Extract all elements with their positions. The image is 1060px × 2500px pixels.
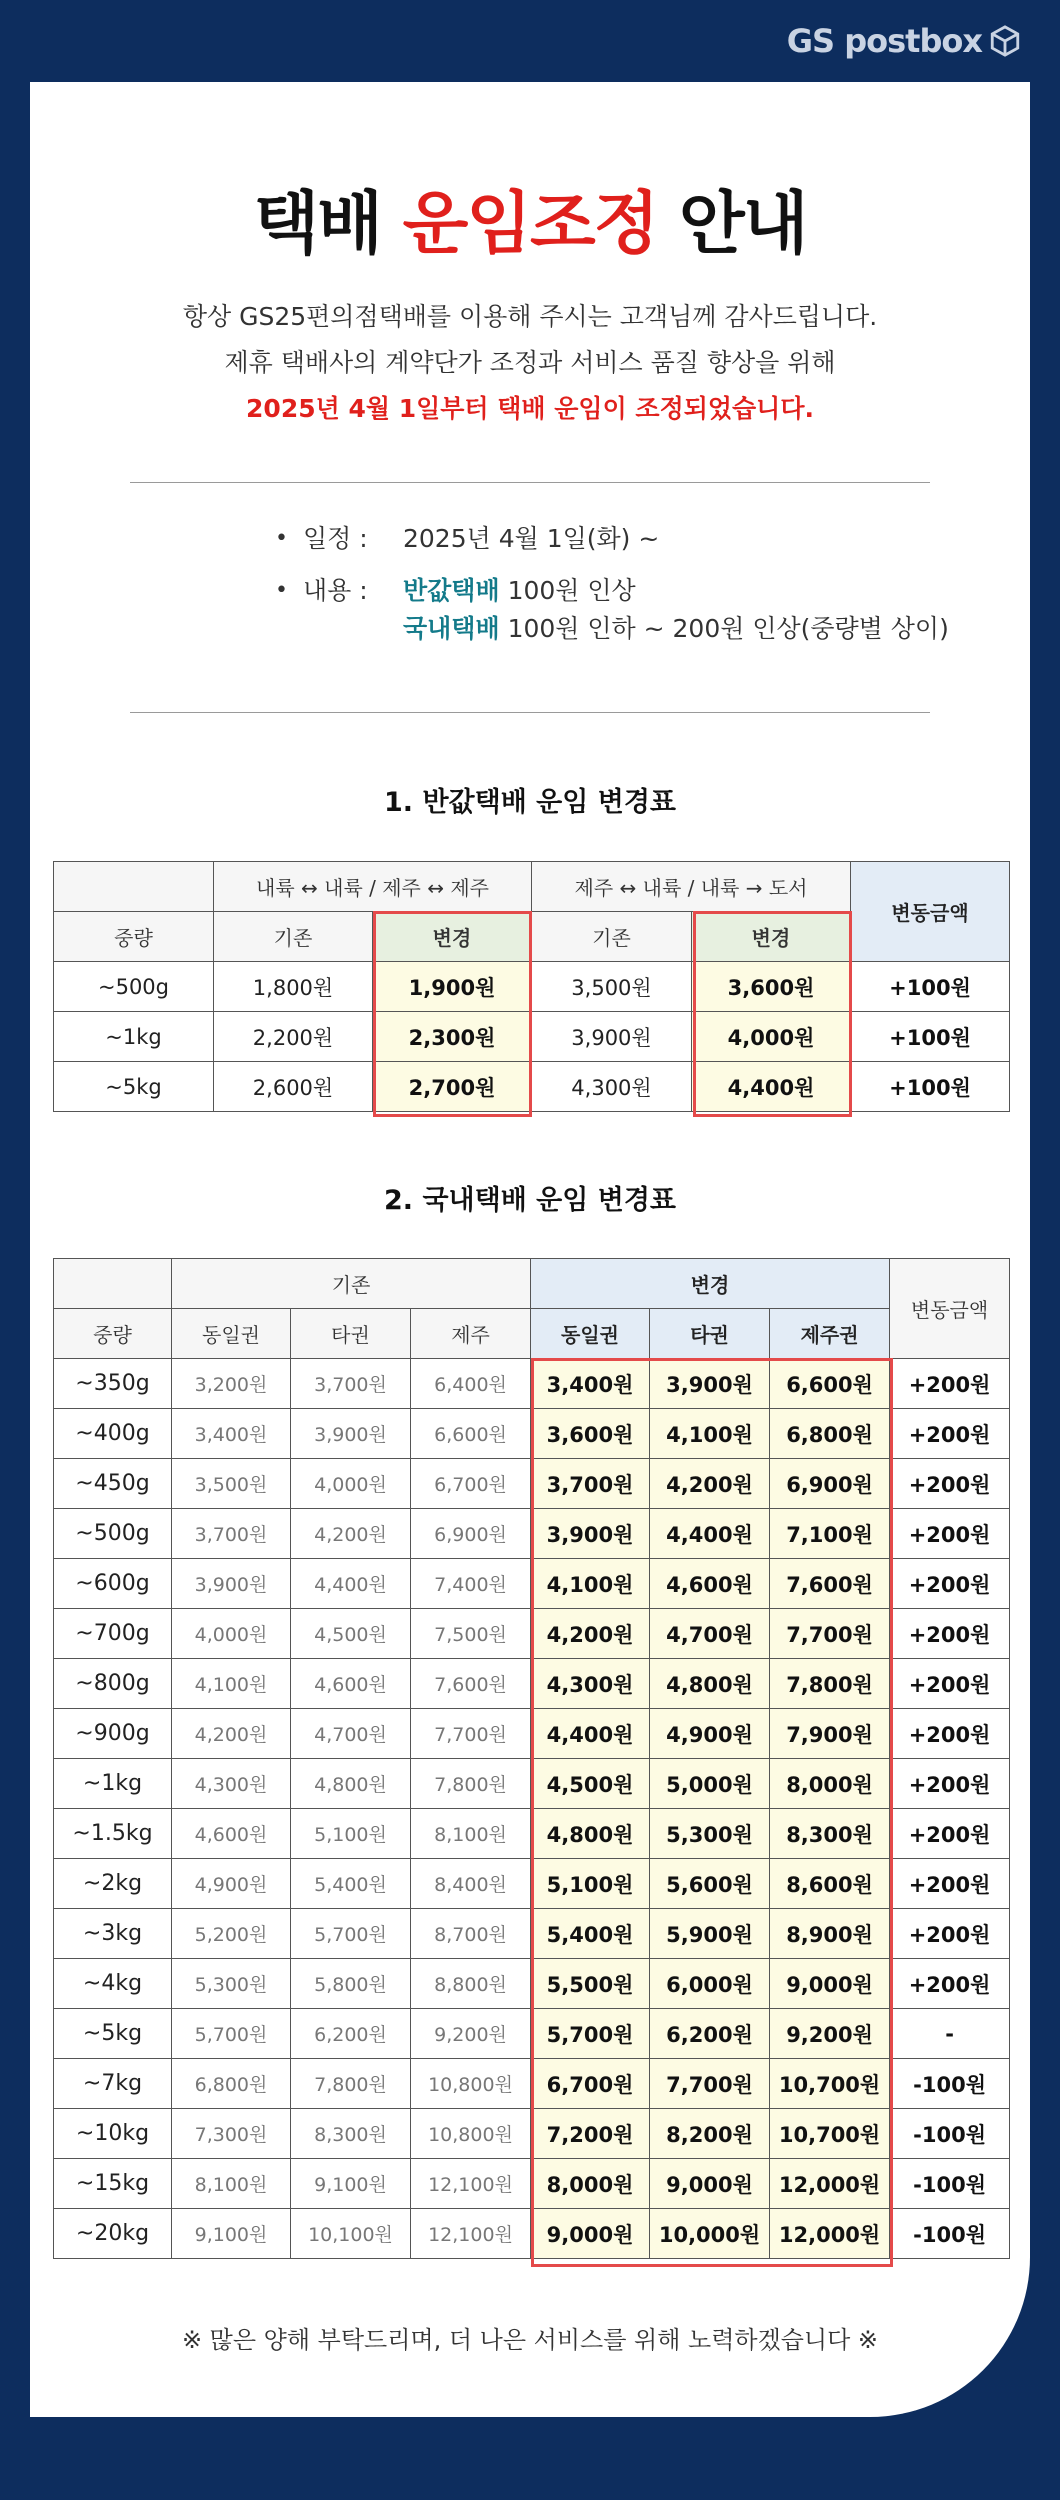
header-group1: 내륙 ↔ 내륙 / 제주 ↔ 제주 [214, 862, 532, 912]
new-price-cell: 7,700원 [650, 2059, 770, 2109]
new-price-cell: 3,600원 [531, 1409, 650, 1459]
new-price-cell: 4,100원 [650, 1409, 770, 1459]
diff-cell: +200원 [890, 1509, 1010, 1559]
table-row [54, 1659, 1010, 1709]
diff-cell: -100원 [890, 2159, 1010, 2209]
new-price-cell: 7,200원 [531, 2109, 650, 2159]
old-price-cell: 7,300원 [172, 2109, 291, 2159]
weight-cell: ~5kg [54, 2009, 172, 2059]
weight-cell: ~350g [54, 1359, 172, 1409]
diff-cell: +200원 [890, 1409, 1010, 1459]
table-row [54, 1459, 1010, 1509]
diff-cell: +200원 [890, 1859, 1010, 1909]
new-price-cell: 4,400원 [692, 1062, 851, 1112]
diff-cell: +100원 [851, 962, 1010, 1012]
old-price-cell: 5,700원 [291, 1909, 411, 1959]
old-price-cell: 5,400원 [291, 1859, 411, 1909]
half-price-table [53, 861, 1010, 1112]
table-row [54, 1959, 1010, 2009]
header-new-group: 변경 [531, 1259, 890, 1309]
table-row [54, 1509, 1010, 1559]
weight-cell: ~15kg [54, 2159, 172, 2209]
header-new: 변경 [373, 912, 532, 962]
new-price-cell: 4,900원 [650, 1709, 770, 1759]
item1-value: 100원 인상 [507, 576, 636, 605]
notice-card [30, 82, 1030, 2417]
old-price-cell: 9,200원 [411, 2009, 531, 2059]
weight-cell: ~5kg [54, 1062, 214, 1112]
old-price-cell: 7,700원 [411, 1709, 531, 1759]
new-price-cell: 6,800원 [770, 1409, 890, 1459]
new-price-cell: 3,600원 [692, 962, 851, 1012]
new-price-cell: 8,300원 [770, 1809, 890, 1859]
new-price-cell: 5,500원 [531, 1959, 650, 2009]
table-row [54, 1062, 1010, 1112]
header-blank [54, 1259, 172, 1309]
old-price-cell: 7,800원 [411, 1759, 531, 1809]
weight-cell: ~1.5kg [54, 1809, 172, 1859]
diff-cell: +200원 [890, 1759, 1010, 1809]
new-price-cell: 10,700원 [770, 2059, 890, 2109]
new-price-cell: 3,700원 [531, 1459, 650, 1509]
table-row [54, 1609, 1010, 1659]
old-price-cell: 3,500원 [172, 1459, 291, 1509]
new-price-cell: 5,100원 [531, 1859, 650, 1909]
intro-line-1: 항상 GS25편의점택배를 이용해 주시는 고객님께 감사드립니다. [182, 302, 878, 331]
old-price-cell: 4,500원 [291, 1609, 411, 1659]
diff-cell: -100원 [890, 2209, 1010, 2259]
brand-logo [787, 22, 1022, 60]
header-weight: 중량 [54, 1309, 172, 1359]
header-group2: 제주 ↔ 내륙 / 내륙 → 도서 [532, 862, 851, 912]
table-row [54, 1359, 1010, 1409]
info-list [275, 520, 949, 662]
table-row [54, 2209, 1010, 2259]
new-price-cell: 5,900원 [650, 1909, 770, 1959]
old-price-cell: 5,800원 [291, 1959, 411, 2009]
old-price-cell: 4,200원 [172, 1709, 291, 1759]
old-price-cell: 4,700원 [291, 1709, 411, 1759]
new-price-cell: 5,600원 [650, 1859, 770, 1909]
new-price-cell: 7,100원 [770, 1509, 890, 1559]
new-price-cell: 5,400원 [531, 1909, 650, 1959]
weight-cell: ~600g [54, 1559, 172, 1609]
new-price-cell: 4,200원 [531, 1609, 650, 1659]
intro-text [30, 294, 1030, 432]
old-price-cell: 6,800원 [172, 2059, 291, 2109]
table-row [54, 1759, 1010, 1809]
new-price-cell: 5,000원 [650, 1759, 770, 1809]
new-price-cell: 4,400원 [650, 1509, 770, 1559]
old-price-cell: 6,900원 [411, 1509, 531, 1559]
new-price-cell: 12,000원 [770, 2209, 890, 2259]
diff-cell: - [890, 2009, 1010, 2059]
new-price-cell: 8,000원 [770, 1759, 890, 1809]
weight-cell: ~2kg [54, 1859, 172, 1909]
old-price-cell: 5,100원 [291, 1809, 411, 1859]
weight-cell: ~800g [54, 1659, 172, 1709]
box-icon [988, 24, 1022, 58]
weight-cell: ~7kg [54, 2059, 172, 2109]
item2-value: 100원 인하 ~ 200원 인상(중량별 상이) [507, 614, 949, 643]
divider-bottom [130, 712, 930, 713]
domestic-table-body [54, 1359, 1010, 2259]
old-price-cell: 3,900원 [291, 1409, 411, 1459]
old-price-cell: 6,700원 [411, 1459, 531, 1509]
old-price-cell: 8,300원 [291, 2109, 411, 2159]
table-row [54, 962, 1010, 1012]
table-row [54, 1709, 1010, 1759]
new-price-cell: 8,600원 [770, 1859, 890, 1909]
table-row [54, 2059, 1010, 2109]
weight-cell: ~1kg [54, 1012, 214, 1062]
new-price-cell: 6,000원 [650, 1959, 770, 2009]
header-old: 기존 [532, 912, 692, 962]
table-row [54, 2009, 1010, 2059]
old-price-cell: 6,200원 [291, 2009, 411, 2059]
old-price-cell: 10,800원 [411, 2109, 531, 2159]
old-price-cell: 3,200원 [172, 1359, 291, 1409]
new-price-cell: 6,600원 [770, 1359, 890, 1409]
new-price-cell: 7,900원 [770, 1709, 890, 1759]
diff-cell: +200원 [890, 1559, 1010, 1609]
old-price-cell: 2,200원 [214, 1012, 373, 1062]
brand-logo-text: GS postbox [786, 22, 982, 60]
old-price-cell: 8,400원 [411, 1859, 531, 1909]
weight-cell: ~10kg [54, 2109, 172, 2159]
section1-title: 1. 반값택배 운임 변경표 [384, 787, 676, 818]
new-price-cell: 1,900원 [373, 962, 532, 1012]
diff-cell: +200원 [890, 1359, 1010, 1409]
weight-cell: ~700g [54, 1609, 172, 1659]
header-new: 변경 [692, 912, 851, 962]
new-price-cell: 7,600원 [770, 1559, 890, 1609]
new-price-cell: 3,900원 [531, 1509, 650, 1559]
header-new-col: 타권 [650, 1309, 770, 1359]
old-price-cell: 4,300원 [172, 1759, 291, 1809]
diff-cell: +200원 [890, 1459, 1010, 1509]
new-price-cell: 5,300원 [650, 1809, 770, 1859]
intro-line-3: 2025년 4월 1일부터 택배 운임이 조정되었습니다. [246, 394, 814, 423]
table-row [54, 1559, 1010, 1609]
old-price-cell: 4,000원 [291, 1459, 411, 1509]
schedule-value: 2025년 4월 1일(화) ~ [403, 524, 660, 553]
title-part1: 택배 [253, 185, 403, 264]
new-price-cell: 10,000원 [650, 2209, 770, 2259]
half-price-table-body [54, 962, 1010, 1112]
schedule-label: 일정 : [303, 524, 368, 553]
new-price-cell: 7,700원 [770, 1609, 890, 1659]
old-price-cell: 3,900원 [172, 1559, 291, 1609]
old-price-cell: 4,000원 [172, 1609, 291, 1659]
old-price-cell: 9,100원 [172, 2209, 291, 2259]
new-price-cell: 4,400원 [531, 1709, 650, 1759]
new-price-cell: 8,000원 [531, 2159, 650, 2209]
weight-cell: ~400g [54, 1409, 172, 1459]
info-schedule [275, 520, 949, 558]
header-old-col: 동일권 [172, 1309, 291, 1359]
old-price-cell: 10,100원 [291, 2209, 411, 2259]
weight-cell: ~1kg [54, 1759, 172, 1809]
old-price-cell: 4,100원 [172, 1659, 291, 1709]
old-price-cell: 8,700원 [411, 1909, 531, 1959]
old-price-cell: 10,800원 [411, 2059, 531, 2109]
content-label: 내용 : [303, 576, 368, 605]
old-price-cell: 7,400원 [411, 1559, 531, 1609]
new-price-cell: 3,900원 [650, 1359, 770, 1409]
intro-line-2: 제휴 택배사의 계약단가 조정과 서비스 품질 향상을 위해 [224, 348, 836, 377]
weight-cell: ~900g [54, 1709, 172, 1759]
header-diff: 변동금액 [890, 1259, 1010, 1359]
new-price-cell: 4,700원 [650, 1609, 770, 1659]
new-price-cell: 6,700원 [531, 2059, 650, 2109]
old-price-cell: 2,600원 [214, 1062, 373, 1112]
domestic-table [53, 1258, 1010, 2259]
weight-cell: ~500g [54, 1509, 172, 1559]
new-price-cell: 4,100원 [531, 1559, 650, 1609]
new-price-cell: 4,800원 [650, 1659, 770, 1709]
bullet-icon: • [275, 526, 288, 551]
header-old-group: 기존 [172, 1259, 531, 1309]
table-row [54, 2159, 1010, 2209]
item1-name: 반값택배 [403, 576, 500, 605]
old-price-cell: 8,800원 [411, 1959, 531, 2009]
divider-top [130, 482, 930, 483]
old-price-cell: 7,500원 [411, 1609, 531, 1659]
old-price-cell: 9,100원 [291, 2159, 411, 2209]
old-price-cell: 3,400원 [172, 1409, 291, 1459]
table-row [54, 1012, 1010, 1062]
old-price-cell: 4,600원 [172, 1809, 291, 1859]
diff-cell: +200원 [890, 1909, 1010, 1959]
old-price-cell: 4,600원 [291, 1659, 411, 1709]
header-diff: 변동금액 [851, 862, 1010, 962]
old-price-cell: 6,600원 [411, 1409, 531, 1459]
section2-title: 2. 국내택배 운임 변경표 [384, 1185, 676, 1216]
diff-cell: +100원 [851, 1062, 1010, 1112]
old-price-cell: 7,600원 [411, 1659, 531, 1709]
new-price-cell: 6,900원 [770, 1459, 890, 1509]
item2-name: 국내택배 [403, 614, 500, 643]
old-price-cell: 3,700원 [291, 1359, 411, 1409]
new-price-cell: 9,000원 [650, 2159, 770, 2209]
new-price-cell: 4,300원 [531, 1659, 650, 1709]
old-price-cell: 5,300원 [172, 1959, 291, 2009]
table-row [54, 1859, 1010, 1909]
new-price-cell: 5,700원 [531, 2009, 650, 2059]
old-price-cell: 8,100원 [172, 2159, 291, 2209]
new-price-cell: 12,000원 [770, 2159, 890, 2209]
new-price-cell: 7,800원 [770, 1659, 890, 1709]
table-row [54, 1809, 1010, 1859]
diff-cell: +100원 [851, 1012, 1010, 1062]
new-price-cell: 4,200원 [650, 1459, 770, 1509]
header-new-col: 제주권 [770, 1309, 890, 1359]
diff-cell: +200원 [890, 1709, 1010, 1759]
header-blank [54, 862, 214, 912]
old-price-cell: 3,700원 [172, 1509, 291, 1559]
weight-cell: ~20kg [54, 2209, 172, 2259]
diff-cell: +200원 [890, 1609, 1010, 1659]
old-price-cell: 4,300원 [532, 1062, 692, 1112]
diff-cell: +200원 [890, 1659, 1010, 1709]
old-price-cell: 8,100원 [411, 1809, 531, 1859]
old-price-cell: 12,100원 [411, 2159, 531, 2209]
old-price-cell: 3,500원 [532, 962, 692, 1012]
new-price-cell: 8,900원 [770, 1909, 890, 1959]
new-price-cell: 9,000원 [531, 2209, 650, 2259]
weight-cell: ~3kg [54, 1909, 172, 1959]
header-weight: 중량 [54, 912, 214, 962]
old-price-cell: 5,700원 [172, 2009, 291, 2059]
new-price-cell: 3,400원 [531, 1359, 650, 1409]
new-price-cell: 4,000원 [692, 1012, 851, 1062]
table-row [54, 2109, 1010, 2159]
new-price-cell: 4,600원 [650, 1559, 770, 1609]
new-price-cell: 2,700원 [373, 1062, 532, 1112]
old-price-cell: 4,400원 [291, 1559, 411, 1609]
new-price-cell: 6,200원 [650, 2009, 770, 2059]
old-price-cell: 3,900원 [532, 1012, 692, 1062]
new-price-cell: 4,500원 [531, 1759, 650, 1809]
old-price-cell: 4,900원 [172, 1859, 291, 1909]
bullet-icon: • [275, 578, 288, 603]
old-price-cell: 1,800원 [214, 962, 373, 1012]
table-row [54, 1409, 1010, 1459]
header-old-col: 제주 [411, 1309, 531, 1359]
new-price-cell: 2,300원 [373, 1012, 532, 1062]
old-price-cell: 6,400원 [411, 1359, 531, 1409]
title-highlight: 운임조정 [402, 185, 658, 264]
new-price-cell: 4,800원 [531, 1809, 650, 1859]
old-price-cell: 7,800원 [291, 2059, 411, 2109]
diff-cell: -100원 [890, 2059, 1010, 2109]
title-part2: 안내 [657, 185, 807, 264]
old-price-cell: 4,200원 [291, 1509, 411, 1559]
weight-cell: ~450g [54, 1459, 172, 1509]
content-values [403, 572, 949, 648]
old-price-cell: 4,800원 [291, 1759, 411, 1809]
diff-cell: +200원 [890, 1809, 1010, 1859]
old-price-cell: 5,200원 [172, 1909, 291, 1959]
diff-cell: +200원 [890, 1959, 1010, 2009]
old-price-cell: 12,100원 [411, 2209, 531, 2259]
header-old-col: 타권 [291, 1309, 411, 1359]
new-price-cell: 10,700원 [770, 2109, 890, 2159]
new-price-cell: 9,000원 [770, 1959, 890, 2009]
footer-note: ※ 많은 양해 부탁드리며, 더 나은 서비스를 위해 노력하겠습니다 ※ [181, 2326, 879, 2354]
info-content [275, 572, 949, 648]
weight-cell: ~4kg [54, 1959, 172, 2009]
header-old: 기존 [214, 912, 373, 962]
new-price-cell: 8,200원 [650, 2109, 770, 2159]
header-new-col: 동일권 [531, 1309, 650, 1359]
diff-cell: -100원 [890, 2109, 1010, 2159]
weight-cell: ~500g [54, 962, 214, 1012]
table-row [54, 1909, 1010, 1959]
page-title [30, 170, 1030, 267]
new-price-cell: 9,200원 [770, 2009, 890, 2059]
